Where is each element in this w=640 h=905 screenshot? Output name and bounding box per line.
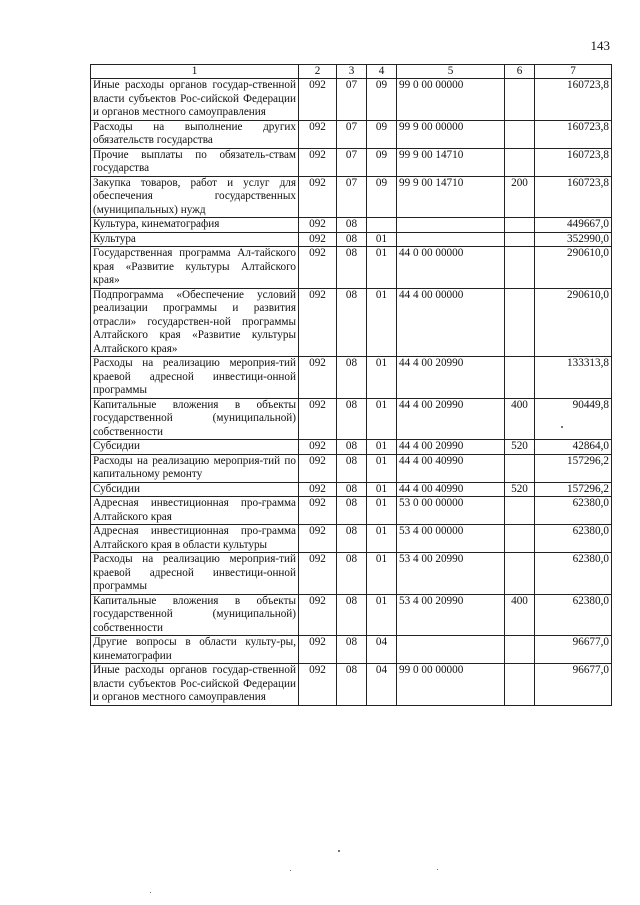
row-code-expense-type [505,664,535,706]
row-name: Расходы на выполнение других обязательств государства [91,120,299,148]
row-amount: 160723,8 [535,120,612,148]
row-code-section: 07 [337,120,367,148]
row-code-expense-type [505,232,535,247]
row-code-subsection: 09 [367,148,397,176]
scan-speck [561,426,563,428]
row-code-expense-type: 200 [505,176,535,218]
row-code-section: 08 [337,664,367,706]
table-row [91,440,612,455]
row-code-ministry: 092 [299,148,337,176]
row-code-expense-type [505,148,535,176]
scan-speck [338,850,340,852]
row-code-section: 08 [337,218,367,233]
column-header: 7 [535,65,612,79]
column-header: 1 [91,65,299,79]
row-code-target: 99 0 00 00000 [397,79,505,121]
row-code-subsection: 01 [367,288,397,357]
row-code-section: 08 [337,482,367,497]
row-code-subsection: 01 [367,482,397,497]
row-code-expense-type [505,288,535,357]
row-name: Культура [91,232,299,247]
row-code-section: 08 [337,357,367,399]
row-code-target: 44 4 00 20990 [397,357,505,399]
row-name: Капитальные вложения в объекты государственной (муниципальной) собственности [91,594,299,636]
row-code-expense-type [505,120,535,148]
row-code-subsection: 09 [367,79,397,121]
row-code-ministry: 092 [299,482,337,497]
row-code-subsection: 01 [367,525,397,553]
row-code-ministry: 092 [299,357,337,399]
row-code-ministry: 092 [299,218,337,233]
row-name: Расходы на реализацию мероприя-тий краевой адресной инвестици-онной программы [91,553,299,595]
row-code-subsection: 01 [367,232,397,247]
row-amount: 290610,0 [535,288,612,357]
row-code-expense-type [505,247,535,289]
row-code-ministry: 092 [299,176,337,218]
row-amount: 42864,0 [535,440,612,455]
row-code-section: 08 [337,232,367,247]
row-amount: 90449,8 [535,398,612,440]
row-name: Государственная программа Ал-тайского края «Развитие культуры Алтайского края» [91,247,299,289]
scan-speck [150,892,151,893]
row-name: Субсидии [91,440,299,455]
row-code-subsection: 01 [367,497,397,525]
row-code-expense-type [505,636,535,664]
row-amount: 96677,0 [535,664,612,706]
row-code-subsection: 01 [367,247,397,289]
row-code-expense-type: 400 [505,594,535,636]
row-code-section: 07 [337,148,367,176]
row-code-subsection: 01 [367,594,397,636]
row-code-target: 44 4 00 40990 [397,454,505,482]
table-header-row [91,65,612,79]
budget-table [90,64,612,706]
row-code-subsection: 04 [367,636,397,664]
column-header: 3 [337,65,367,79]
row-code-target [397,218,505,233]
row-code-subsection: 01 [367,553,397,595]
row-code-expense-type [505,357,535,399]
row-code-section: 07 [337,176,367,218]
row-code-ministry: 092 [299,664,337,706]
row-code-target: 44 4 00 20990 [397,398,505,440]
row-name: Расходы на реализацию мероприя-тий по капитальному ремонту [91,454,299,482]
row-amount: 449667,0 [535,218,612,233]
row-name: Иные расходы органов государ-ственной власти субъектов Рос-сийской Федерации и органов местного самоуправления [91,664,299,706]
scan-speck [437,869,438,870]
row-name: Капитальные вложения в объекты государственной (муниципальной) собственности [91,398,299,440]
row-amount: 62380,0 [535,525,612,553]
row-amount: 160723,8 [535,79,612,121]
row-code-target: 99 0 00 00000 [397,664,505,706]
row-amount: 157296,2 [535,454,612,482]
row-code-target: 53 4 00 20990 [397,594,505,636]
table-row [91,218,612,233]
row-code-subsection: 09 [367,120,397,148]
row-code-expense-type: 520 [505,482,535,497]
row-amount: 133313,8 [535,357,612,399]
row-code-ministry: 092 [299,398,337,440]
row-amount: 62380,0 [535,553,612,595]
table-row [91,232,612,247]
row-code-section: 08 [337,594,367,636]
row-code-target [397,232,505,247]
row-code-section: 08 [337,525,367,553]
row-name: Субсидии [91,482,299,497]
row-amount: 290610,0 [535,247,612,289]
row-code-expense-type [505,497,535,525]
table-row [91,525,612,553]
row-amount: 62380,0 [535,594,612,636]
row-amount: 352990,0 [535,232,612,247]
row-code-target: 44 4 00 20990 [397,440,505,455]
row-code-ministry: 092 [299,594,337,636]
row-code-ministry: 092 [299,288,337,357]
row-code-expense-type: 400 [505,398,535,440]
row-code-target: 99 9 00 14710 [397,176,505,218]
row-name: Культура, кинематография [91,218,299,233]
row-code-ministry: 092 [299,525,337,553]
column-header: 5 [397,65,505,79]
table-row [91,357,612,399]
row-code-expense-type [505,525,535,553]
row-amount: 160723,8 [535,176,612,218]
row-name: Расходы на реализацию мероприя-тий краевой адресной инвестици-онной программы [91,357,299,399]
table-row [91,454,612,482]
row-code-ministry: 092 [299,232,337,247]
row-code-section: 08 [337,497,367,525]
row-code-ministry: 092 [299,440,337,455]
table-row [91,288,612,357]
row-code-section: 08 [337,636,367,664]
row-code-target: 44 0 00 00000 [397,247,505,289]
row-code-ministry: 092 [299,454,337,482]
row-code-ministry: 092 [299,79,337,121]
row-code-subsection [367,218,397,233]
table-row [91,553,612,595]
table-row [91,482,612,497]
table-row [91,148,612,176]
row-code-expense-type [505,218,535,233]
row-code-ministry: 092 [299,247,337,289]
row-code-section: 08 [337,398,367,440]
table-row [91,497,612,525]
row-code-section: 08 [337,247,367,289]
table-body [91,79,612,706]
row-code-section: 08 [337,440,367,455]
row-code-ministry: 092 [299,497,337,525]
row-amount: 62380,0 [535,497,612,525]
row-code-ministry: 092 [299,636,337,664]
row-code-section: 08 [337,288,367,357]
row-name: Адресная инвестиционная про-грамма Алтайского края [91,497,299,525]
row-code-ministry: 092 [299,553,337,595]
row-code-subsection: 01 [367,398,397,440]
row-code-subsection: 01 [367,357,397,399]
column-header: 6 [505,65,535,79]
table-row [91,176,612,218]
row-code-target: 53 0 00 00000 [397,497,505,525]
table-row [91,120,612,148]
row-code-expense-type: 520 [505,440,535,455]
row-code-expense-type [505,553,535,595]
row-code-target [397,636,505,664]
table-row [91,636,612,664]
row-code-subsection: 01 [367,454,397,482]
row-name: Подпрограмма «Обеспечение условий реализации программы и развития отрасли» государствен-ной программы Алтайского края «Развитие культуры Алтайского края» [91,288,299,357]
table-row [91,247,612,289]
row-code-target: 53 4 00 20990 [397,553,505,595]
row-name: Адресная инвестиционная про-грамма Алтайского края в области культуры [91,525,299,553]
row-code-section: 07 [337,79,367,121]
row-code-target: 99 9 00 14710 [397,148,505,176]
row-name: Другие вопросы в области культу-ры, кинематографии [91,636,299,664]
row-code-ministry: 092 [299,120,337,148]
row-code-subsection: 01 [367,440,397,455]
row-code-expense-type [505,454,535,482]
row-code-section: 08 [337,454,367,482]
row-name: Иные расходы органов государ-ственной власти субъектов Рос-сийской Федерации и органов местного самоуправления [91,79,299,121]
table-row [91,594,612,636]
row-amount: 157296,2 [535,482,612,497]
page-number: 143 [590,38,610,53]
row-code-subsection: 09 [367,176,397,218]
row-code-target: 44 4 00 40990 [397,482,505,497]
row-name: Прочие выплаты по обязатель-ствам государства [91,148,299,176]
row-code-target: 53 4 00 00000 [397,525,505,553]
row-code-expense-type [505,79,535,121]
row-name: Закупка товаров, работ и услуг для обеспечения государственных (муниципальных) нужд [91,176,299,218]
row-amount: 160723,8 [535,148,612,176]
table-row [91,79,612,121]
table-row [91,664,612,706]
row-code-target: 99 9 00 00000 [397,120,505,148]
row-code-target: 44 4 00 00000 [397,288,505,357]
row-amount: 96677,0 [535,636,612,664]
table-row [91,398,612,440]
row-code-section: 08 [337,553,367,595]
column-header: 2 [299,65,337,79]
scan-speck [290,870,291,871]
row-code-subsection: 04 [367,664,397,706]
column-header: 4 [367,65,397,79]
